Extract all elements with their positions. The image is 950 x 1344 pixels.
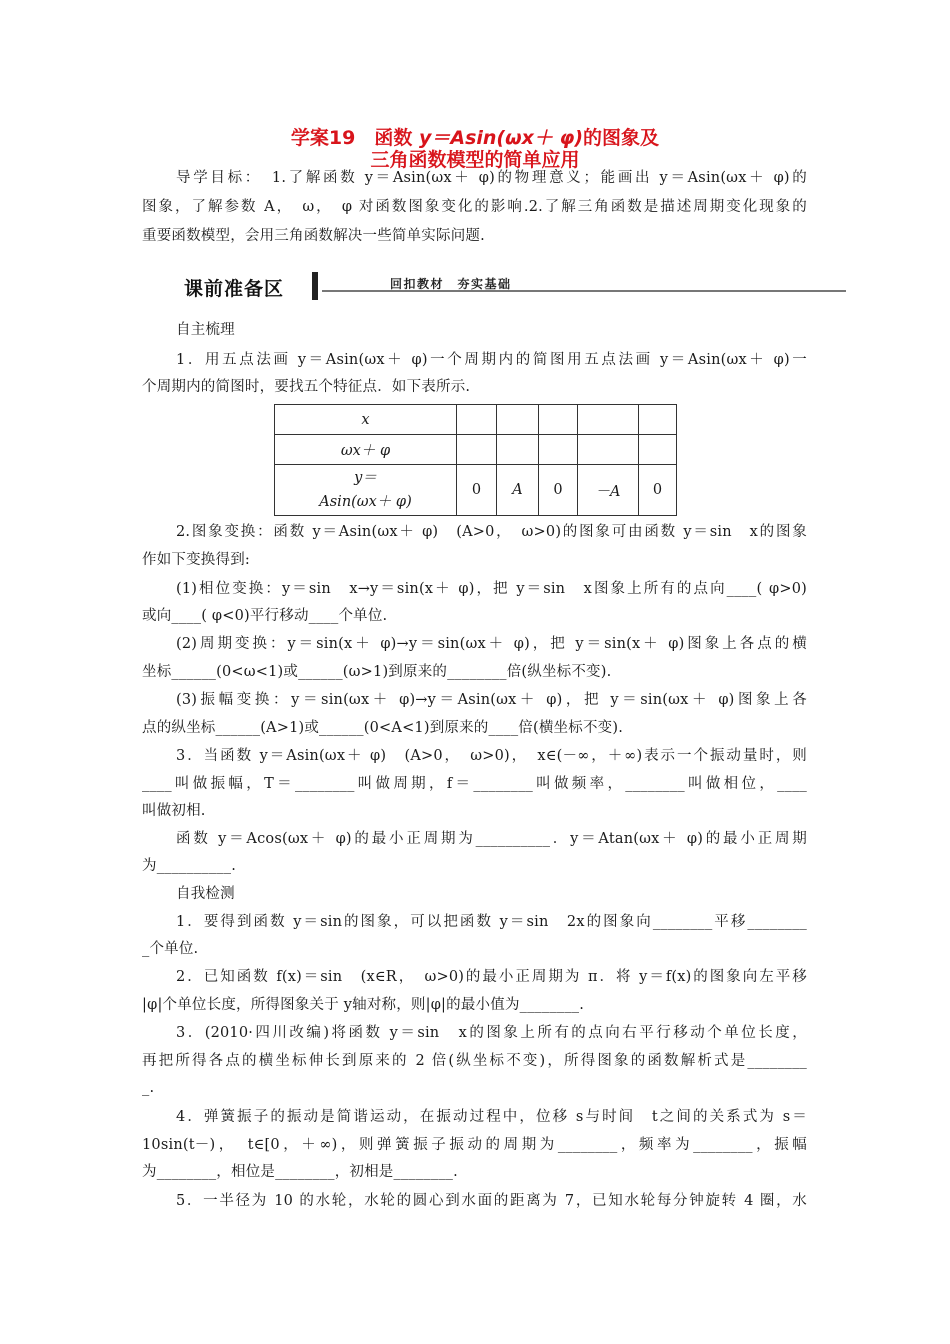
item3-extra-line-1: 函数 y＝Acos(ωx＋ φ)的最小正周期为__________．y＝Atan(ωx＋ φ)的最小正周期: [176, 831, 807, 847]
item3-line-3: 叫做初相.: [142, 803, 206, 819]
table-cell-blank: [578, 405, 639, 435]
banner-divider: [312, 272, 318, 300]
item2-line-2: 作如下变换得到:: [142, 552, 250, 568]
table-cell-blank: [639, 435, 677, 465]
table-cell-blank: [639, 405, 677, 435]
q1-line-2: _个单位.: [142, 941, 199, 957]
item3-extra-line-2: 为__________.: [142, 858, 237, 874]
goals-line-2: 图象，了解参数 A， ω， φ 对函数图象变化的影响.2.了解三角函数是描述周期变化现象的: [142, 199, 807, 215]
document-title-line2: 三角函数模型的简单应用: [370, 149, 580, 171]
q1-line-1: 1．要得到函数 y＝sin的图象，可以把函数 y＝sin 2x的图象向________平移________: [176, 914, 807, 930]
q3-line-1: 3．(2010·四川改编)将函数 y＝sin x的图象上所有的点向右平行移动个单位长度，: [176, 1025, 807, 1041]
item2-sub1-line-1: (1)相位变换：y＝sin x→y＝sin(x＋ φ)，把 y＝sin x图象上所有的点向____( φ>0): [176, 581, 807, 597]
item2-sub3-line-2: 点的纵坐标______(A>1)或______(0<A<1)到原来的____倍(横坐标不变).: [142, 720, 624, 736]
table-value: 0: [457, 465, 497, 516]
goals-line-1: 导学目标： 1.了解函数 y＝Asin(ωx＋ φ)的物理意义；能画出 y＝Asin(ωx＋ φ)的: [176, 170, 807, 186]
item2-sub2-line-1: (2)周期变换：y＝sin(x＋ φ)→y＝sin(ωx＋ φ)，把 y＝sin(x＋ φ)图象上各点的横: [176, 636, 807, 652]
q5-line-1: 5．一半径为 10 的水轮，水轮的圆心到水面的距离为 7，已知水轮每分钟旋转 4 圈，水: [176, 1193, 807, 1209]
banner-title: 课前准备区: [184, 278, 285, 300]
item1-line-2: 个周期内的简图时，要找五个特征点．如下表所示.: [142, 379, 471, 395]
table-label-x: x: [275, 405, 457, 435]
five-point-table: [274, 404, 677, 516]
table-cell-blank: [539, 435, 578, 465]
table-cell-blank: [497, 435, 539, 465]
table-value: 0: [539, 465, 578, 516]
table-label-y: [275, 465, 457, 516]
item2-sub1-line-2: 或向____( φ<0)平行移动____个单位.: [142, 608, 388, 624]
table-cell-blank: [497, 405, 539, 435]
document-title-line1: [0, 127, 950, 150]
q4-line-1: 4．弹簧振子的振动是简谐运动，在振动过程中，位移 s与时间 t之间的关系式为 s＝: [176, 1109, 807, 1125]
table-label-y-line1: y＝: [354, 470, 377, 486]
table-cell-blank: [457, 405, 497, 435]
banner-subtitle: 回扣教材 夯实基础: [390, 277, 512, 291]
table-cell-blank: [457, 435, 497, 465]
q4-line-2: 10sin(t－)， t∈[0，＋∞)，则弹簧振子振动的周期为________，频率为________，振幅: [142, 1137, 807, 1153]
item2-sub3-line-1: (3)振幅变换：y＝sin(ωx＋ φ)→y＝Asin(ωx＋ φ)，把 y＝sin(ωx＋ φ)图象上各: [176, 692, 807, 708]
table-label-phase: ωx＋ φ: [275, 435, 457, 465]
table-value: A: [497, 465, 539, 516]
goals-line-3: 重要函数模型，会用三角函数解决一些简单实际问题.: [142, 228, 485, 244]
section-heading-review: 自主梳理: [176, 322, 235, 338]
table-value: 0: [639, 465, 677, 516]
item3-line-2: ____叫做振幅，T＝________叫做周期，f＝________叫做频率，________叫做相位，____: [142, 776, 807, 792]
title-suffix: 的图象及: [583, 127, 660, 149]
section-banner: [176, 272, 846, 302]
table-cell-blank: [539, 405, 578, 435]
q3-line-3: _.: [142, 1080, 155, 1096]
item1-line-1: 1．用五点法画 y＝Asin(ωx＋ φ)一个周期内的简图用五点法画 y＝Asin(ωx＋ φ)一: [176, 352, 807, 368]
q2-line-1: 2．已知函数 f(x)＝sin (x∈R， ω>0)的最小正周期为 π．将 y＝f(x)的图象向左平移: [176, 969, 807, 985]
section-heading-selfcheck: 自我检测: [176, 886, 235, 902]
table-label-y-line2: Asin(ωx＋ φ): [319, 494, 412, 510]
q3-line-2: 再把所得各点的横坐标伸长到原来的 2 倍(纵坐标不变)，所得图象的函数解析式是________: [142, 1053, 807, 1069]
title-formula: y＝Asin(ωx＋ φ): [418, 127, 584, 149]
item3-line-1: 3．当函数 y＝Asin(ωx＋ φ) (A>0， ω>0)， x∈(－∞，＋∞)表示一个振动量时，则: [176, 748, 807, 764]
table-value: －A: [578, 465, 639, 516]
item2-line-1: 2.图象变换：函数 y＝Asin(ωx＋ φ) (A>0， ω>0)的图象可由函数 y＝sin x的图象: [176, 524, 807, 540]
q2-line-2: |φ|个单位长度，所得图象关于 y轴对称，则|φ|的最小值为________.: [142, 997, 585, 1013]
item2-sub2-line-2: 坐标______(0<ω<1)或______(ω>1)到原来的________倍(纵坐标不变).: [142, 664, 612, 680]
table-cell-blank: [578, 435, 639, 465]
q4-line-3: 为________，相位是________，初相是________.: [142, 1164, 458, 1180]
title-prefix: 学案19 函数: [290, 127, 419, 149]
